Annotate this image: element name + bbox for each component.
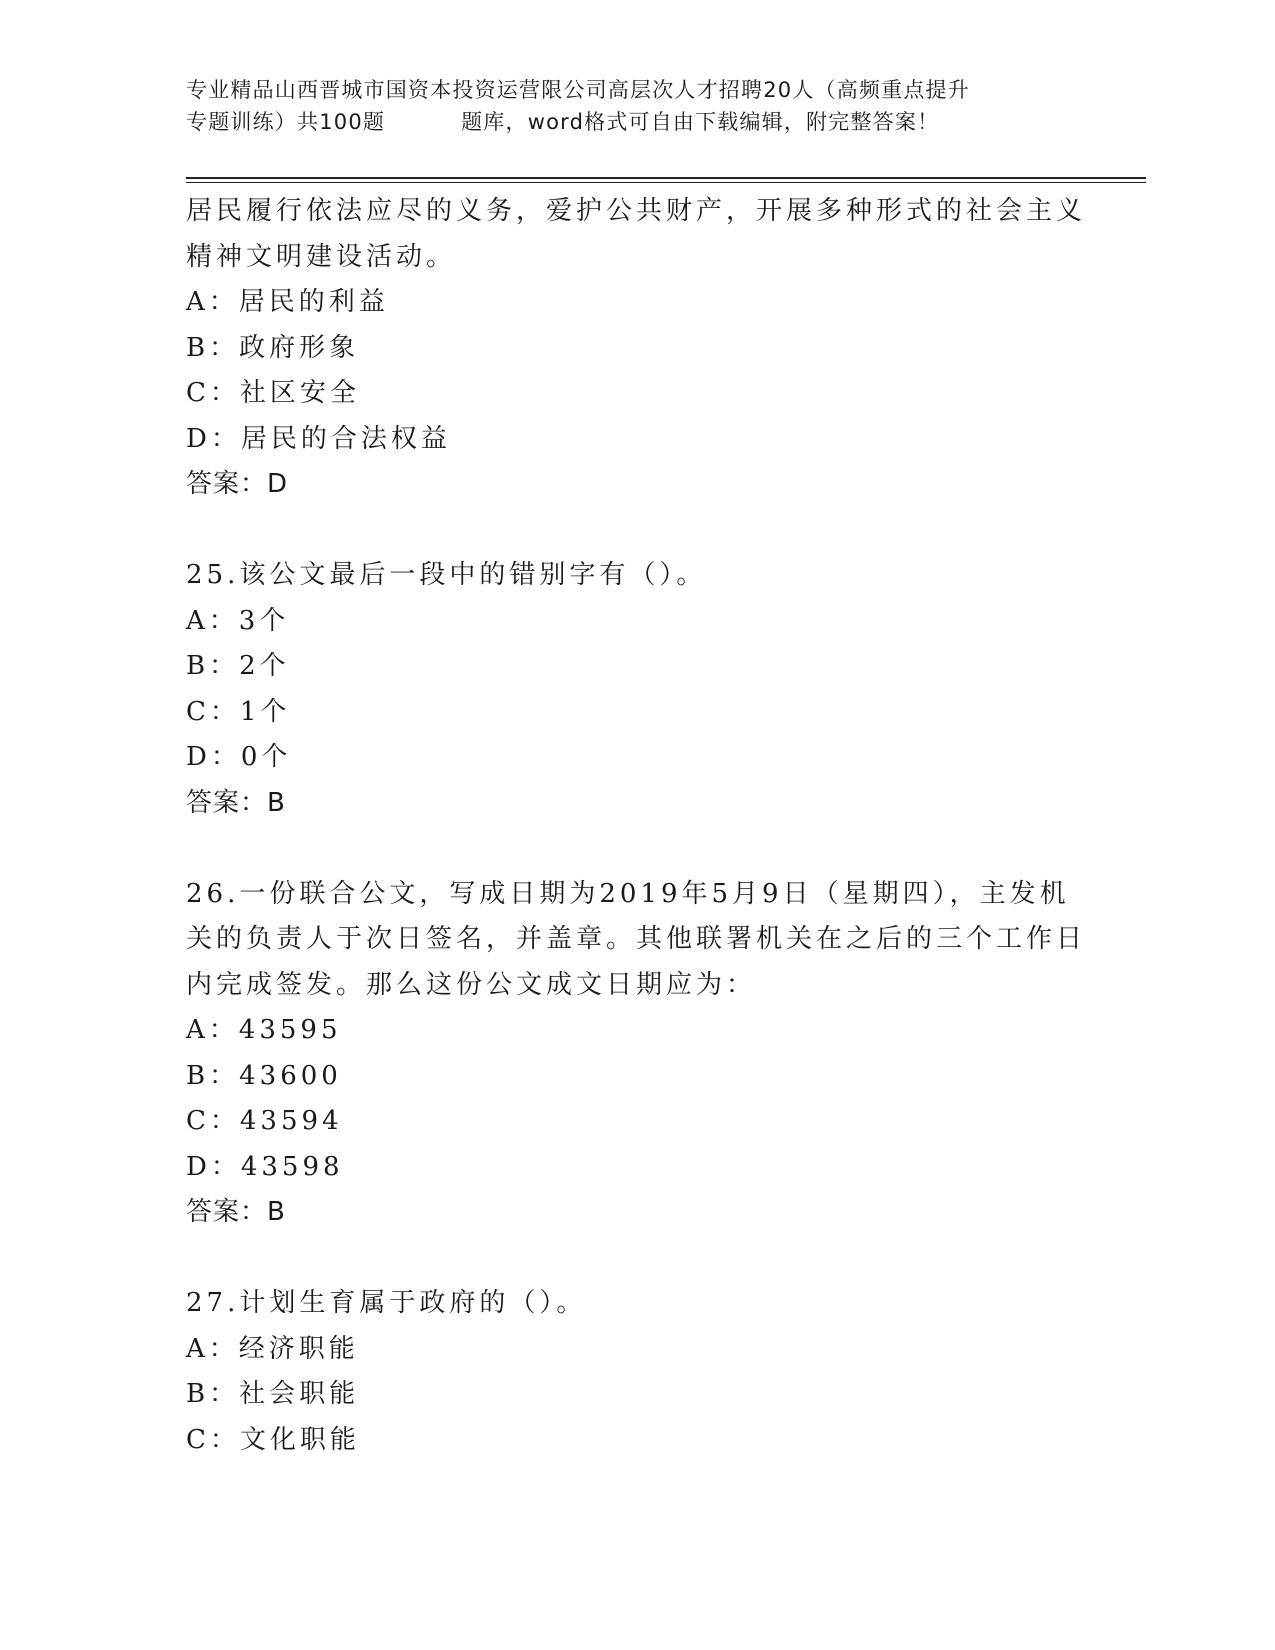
header-divider-thin (186, 182, 1146, 183)
q25-text-line-1: 25.该公文最后一段中的错别字有（）。 (186, 560, 707, 590)
q27-text-line-1: 27.计划生育属于政府的（）。 (186, 1288, 587, 1318)
q24-text-line-1: 居民履行依法应尽的义务，爱护公共财产，开展多种形式的社会主义 (186, 196, 1087, 226)
q25-option-c: C：1个 (186, 696, 291, 727)
q26-text-line-1: 26.一份联合公文，写成日期为2019年5月9日（星期四），主发机 (186, 878, 1070, 909)
q26-option-a: A：43595 (186, 1015, 342, 1045)
header-line-2 (186, 106, 1086, 138)
q27-option-b: B：社会职能 (186, 1379, 360, 1409)
q25-answer: 答案：B (186, 787, 286, 818)
header-line-2-part-2: 题库，word格式可自由下载编辑，附完整答案！ (461, 110, 940, 134)
q26-option-c: C：43594 (186, 1106, 343, 1136)
q26-option-b: B：43600 (186, 1060, 342, 1091)
q26-option-d: D：43598 (186, 1151, 344, 1182)
document-header (186, 74, 1086, 138)
q26-text-line-3: 内完成签发。那么这份公文成文日期应为： (186, 969, 757, 1000)
q24-answer: 答案：D (186, 469, 289, 499)
q24-option-a: A：居民的利益 (186, 287, 389, 317)
header-divider-thick (186, 177, 1146, 179)
q24-option-b: B：政府形象 (186, 332, 360, 363)
q25-option-a: A：3个 (186, 605, 290, 636)
q27-option-a: A：经济职能 (186, 1333, 359, 1364)
q24-option-c: C：社区安全 (186, 378, 360, 408)
q26-text-line-2: 关的负责人于次日签名，并盖章。其他联署机关在之后的三个工作日 (186, 924, 1087, 954)
q25-option-d: D：0个 (186, 742, 292, 772)
q26-answer: 答案：B (186, 1197, 286, 1227)
q25-option-b: B：2个 (186, 651, 290, 681)
q24-option-d: D：居民的合法权益 (186, 423, 451, 454)
header-line-1: 专业精品山西晋城市国资本投资运营限公司高层次人才招聘20人（高频重点提升 (186, 78, 970, 102)
q24-text-line-2: 精神文明建设活动。 (186, 241, 457, 272)
q27-option-c: C：文化职能 (186, 1424, 360, 1455)
header-line-2-part-1: 专题训练）共100题 (186, 110, 386, 134)
question-list (186, 189, 1087, 1463)
